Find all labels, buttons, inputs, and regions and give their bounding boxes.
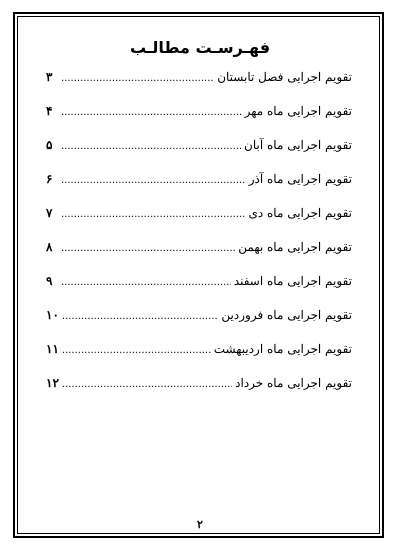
toc-entry[interactable] (46, 206, 352, 240)
toc-entry[interactable] (46, 172, 352, 206)
toc-entry-label: تقویم اجرایی ماه مهر (244, 104, 352, 118)
toc-entry-label: تقویم اجرایی فصل تابستان (217, 70, 352, 84)
page-number: ۲ (197, 518, 203, 531)
toc-entry-page: ۱۲ (46, 376, 59, 390)
toc-entry-label: تقویم اجرایی ماه بهمن (238, 240, 352, 254)
toc-entry[interactable] (46, 342, 352, 376)
toc-entry-label: تقویم اجرایی ماه اردیبهشت (213, 342, 352, 356)
toc-entry-page: ۶ (46, 172, 53, 186)
toc-entry[interactable] (46, 138, 352, 172)
toc-entry[interactable] (46, 104, 352, 138)
toc-entry-label: تقویم اجرایی ماه آبان (244, 138, 352, 152)
toc-entry[interactable] (46, 70, 352, 104)
toc-entry-page: ۱۰ (46, 308, 59, 322)
toc-entry-label: تقویم اجرایی ماه آذر (248, 172, 352, 186)
toc-entry[interactable] (46, 240, 352, 274)
toc-entry[interactable] (46, 308, 352, 342)
toc-entry-page: ۴ (46, 104, 53, 118)
toc-leader-dots (62, 379, 232, 390)
toc-entry[interactable] (46, 274, 352, 308)
toc-entry-page: ۸ (46, 240, 53, 254)
toc-leader-dots (61, 73, 214, 84)
toc-entry-page: ۹ (46, 274, 53, 288)
toc-leader-dots (62, 345, 211, 356)
toc-leader-dots (61, 141, 241, 152)
toc-leader-dots (61, 175, 246, 186)
toc-entry-page: ۵ (46, 138, 53, 152)
toc-leader-dots (61, 209, 245, 220)
toc-entry[interactable] (46, 376, 352, 410)
toc-entry-label: تقویم اجرایی ماه دی (248, 206, 352, 220)
toc-entry-page: ۳ (46, 70, 53, 84)
toc-leader-dots (61, 277, 231, 288)
toc-leader-dots (61, 107, 242, 118)
toc-title: فهـرسـت مطالـب (129, 38, 271, 57)
toc-entry-label: تقویم اجرایی ماه اسفند (233, 274, 352, 288)
toc-entry-page: ۱۱ (46, 342, 59, 356)
toc-leader-dots (62, 311, 219, 322)
toc-entry-label: تقویم اجرایی ماه فروردین (221, 308, 352, 322)
table-of-contents (46, 70, 352, 410)
toc-entry-page: ۷ (46, 206, 53, 220)
toc-entry-label: تقویم اجرایی ماه خرداد (235, 376, 352, 390)
toc-leader-dots (61, 243, 235, 254)
